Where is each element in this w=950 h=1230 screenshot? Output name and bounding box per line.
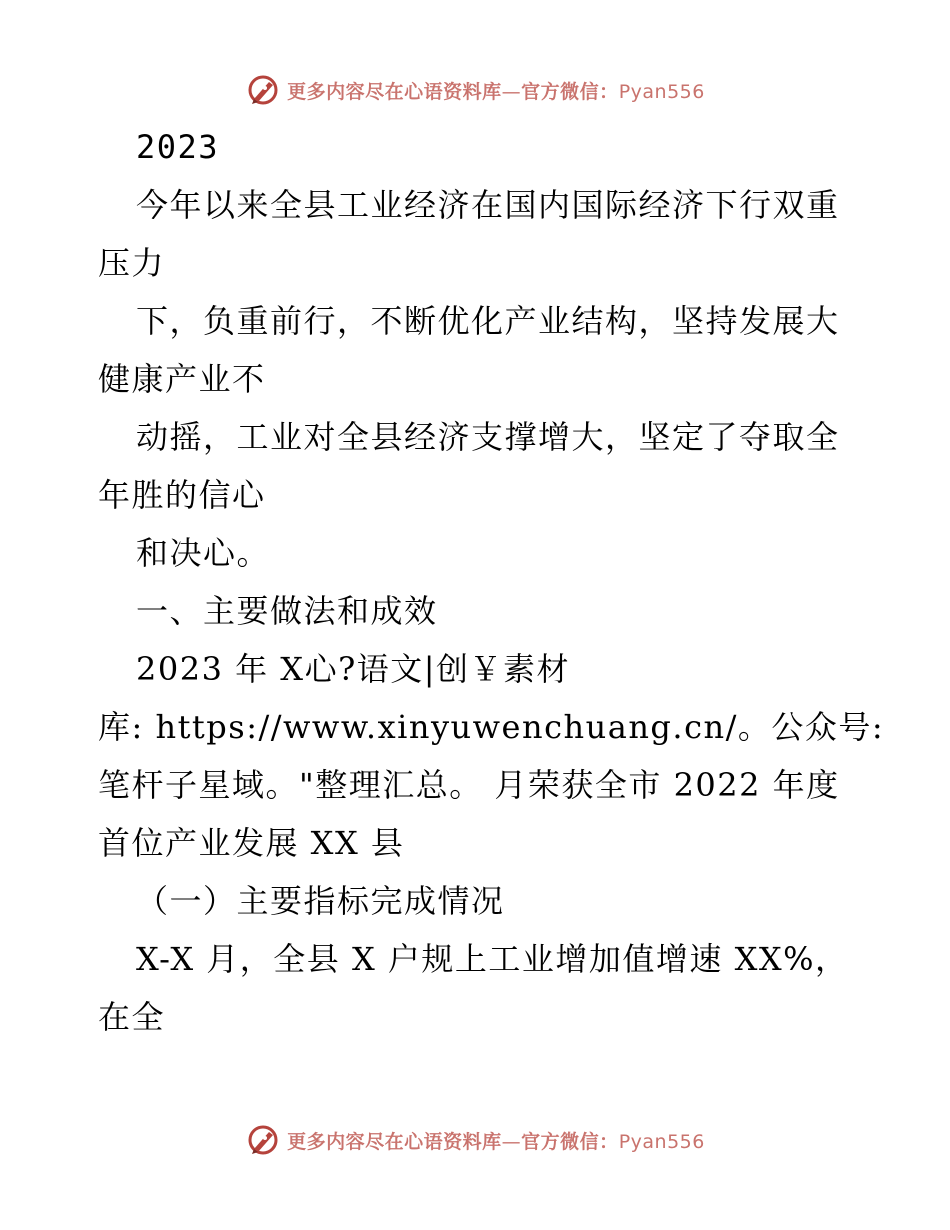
text-line: 2023 — [136, 128, 220, 166]
banner-dash: — — [501, 1130, 522, 1153]
banner-wechat-label: 官方微信： — [521, 1130, 619, 1153]
text-line: 2023 年 X心?语文|创￥素材 — [136, 650, 571, 688]
banner-main-text: 更多内容尽在心语资料库 — [287, 80, 502, 103]
banner-dash: — — [501, 80, 522, 103]
text-line: 库: https://www.xinyuwenchuang.cn/。公众号: — [98, 708, 885, 746]
header-watermark-banner — [0, 70, 950, 110]
banner-text — [287, 1127, 705, 1154]
pen-logo-icon — [245, 72, 281, 108]
text-line: 压力 — [98, 244, 166, 282]
text-line: 健康产业不 — [98, 360, 266, 398]
text-line: 一、主要做法和成效 — [136, 592, 438, 630]
text-line: 笔杆子星域。"整理汇总。 月荣获全市 2022 年度 — [98, 766, 840, 804]
text-line: 今年以来全县工业经济在国内国际经济下行双重 — [136, 186, 840, 224]
footer-watermark-banner — [0, 1120, 950, 1160]
text-line: X-X 月，全县 X 户规上工业增加值增速 XX%， — [136, 940, 849, 978]
text-line: 动摇，工业对全县经济支撑增大，坚定了夺取全 — [136, 418, 840, 456]
text-line: 首位产业发展 XX 县 — [98, 824, 405, 862]
banner-wechat-label: 官方微信： — [521, 80, 619, 103]
text-line: 下，负重前行，不断优化产业结构，坚持发展大 — [136, 302, 840, 340]
banner-main-text: 更多内容尽在心语资料库 — [287, 1130, 502, 1153]
text-line: 在全 — [98, 998, 166, 1036]
text-line: 年胜的信心 — [98, 476, 266, 514]
banner-text — [287, 77, 705, 104]
text-line: （一）主要指标完成情况 — [136, 882, 505, 920]
pen-logo-icon — [245, 1122, 281, 1158]
banner-wechat-id: Pyan556 — [618, 1130, 705, 1153]
document-body — [98, 118, 885, 1046]
banner-wechat-id: Pyan556 — [618, 80, 705, 103]
text-line: 和决心。 — [136, 534, 271, 572]
